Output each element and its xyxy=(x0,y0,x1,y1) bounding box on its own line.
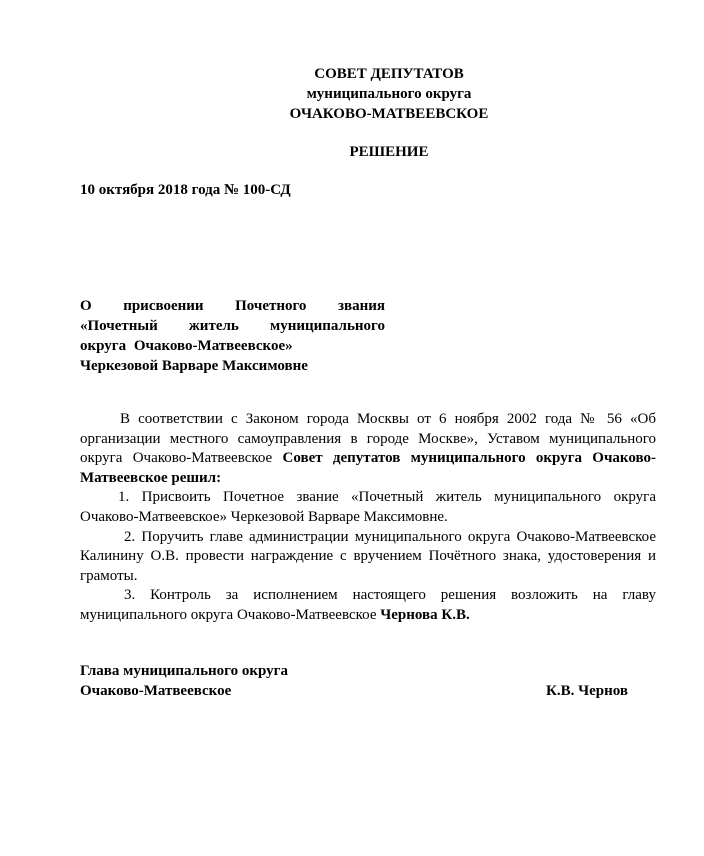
subject-line-4: Черкезовой Варваре Максимовне xyxy=(80,358,308,374)
subject-line-3: округа Очаково-Матвеевское» xyxy=(80,338,293,354)
district-name: ОЧАКОВО-МАТВЕЕВСКОЕ xyxy=(289,106,489,122)
decision-heading: РЕШЕНИЕ xyxy=(349,144,429,160)
decision-item-2: 2. Поручить главе администрации муниципального округа Очаково-Матвеевское Калинину О.В. провести награждение с вручением Почётного знака, удостоверения и грамоты. xyxy=(80,528,656,584)
district-label: муниципального округа xyxy=(306,86,472,102)
subject-line-2: «Почетный житель муниципального xyxy=(80,318,385,334)
intro-paragraph xyxy=(80,410,656,488)
item-3-responsible: Чернова К.В. xyxy=(380,606,470,623)
item-3-text: 3. Контроль за исполнением настоящего решения возложить на главу муниципального округа Очаково-Матвеевское xyxy=(80,587,656,623)
signatory-title xyxy=(80,661,288,701)
intro-text: В соответствии с Законом города Москвы от 6 ноября 2002 года № 56 «Об организации местного самоуправления в городе Москве», Уставом муниципального округа Очаково-Матвеевское xyxy=(80,411,656,467)
signatory-title-line-2: Очаково-Матвеевское xyxy=(80,683,232,699)
decision-date-number: 10 октября 2018 года № 100-СД xyxy=(80,182,291,198)
decision-item-1: 1. Присвоить Почетное звание «Почетный житель муниципального округа Очаково-Матвеевское» Черкезовой Варваре Максимовне. xyxy=(80,489,656,525)
signatory-name: К.В. Чернов xyxy=(546,683,629,699)
subject-line-1: О присвоении Почетного звания xyxy=(80,298,385,314)
intro-resolution: Совет депутатов муниципального округа Очаково-Матвеевское решил: xyxy=(80,450,656,486)
council-title: СОВЕТ ДЕПУТАТОВ xyxy=(314,66,464,82)
decision-subject xyxy=(80,296,385,376)
decision-item-3 xyxy=(80,586,656,625)
signatory-title-line-1: Глава муниципального округа xyxy=(80,663,288,679)
decision-body xyxy=(80,410,656,626)
